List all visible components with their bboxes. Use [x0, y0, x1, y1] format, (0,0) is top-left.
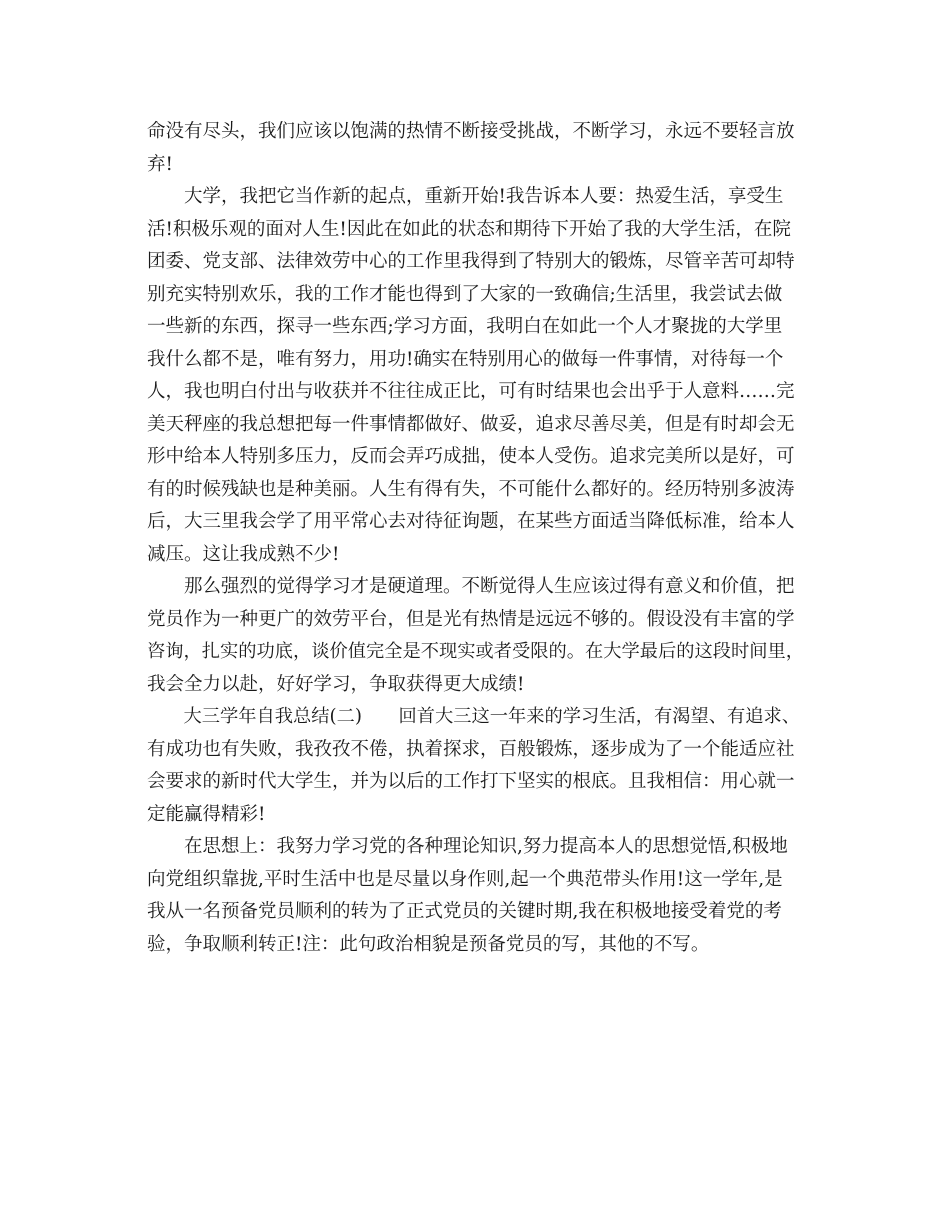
text-line: 党员作为一种更广的效劳平台，但是光有热情是远远不够的。假设没有丰富的学: [147, 608, 795, 630]
text-line: 活!积极乐观的面对人生!因此在如此的状态和期待下开始了我的大学生活，在院: [147, 218, 791, 240]
document-body: [147, 116, 807, 961]
text-line: 定能赢得精彩!: [147, 803, 266, 825]
text-line: 我什么都不是，唯有努力，用功!确实在特别用心的做每一件事情，对待每一个: [147, 348, 784, 370]
text-line: 减压。这让我成熟不少!: [147, 543, 340, 565]
text-line: 大学，我把它当作新的起点，重新开始!我告诉本人要：热爱生活，享受生: [147, 186, 784, 207]
text-line: 一些新的东西，探寻一些东西;学习方面，我明白在如此一个人才聚拢的大学里: [147, 316, 783, 337]
text-line: 人，我也明白付出与收获并不往往成正比，可有时结果也会出乎于人意料……完: [147, 381, 795, 402]
text-line: 会要求的新时代大学生，并为以后的工作打下坚实的根底。且我相信：用心就一: [147, 771, 795, 792]
text-line: 那么强烈的觉得学习才是硬道理。不断觉得人生应该过得有意义和价值，把: [147, 576, 795, 597]
text-line: 咨询，扎实的功底，谈价值完全是不现实或者受限的。在大学最后的这段时间里，: [147, 641, 804, 662]
text-line: 我从一名预备党员顺利的转为了正式党员的关键时期,我在积极地接受着党的考: [147, 901, 782, 922]
text-line: 在思想上：我努力学习党的各种理论知识,努力提高本人的思想觉悟,积极地: [147, 836, 788, 857]
text-line: 我会全力以赴，好好学习，争取获得更大成绩!: [147, 673, 525, 695]
text-line: 验，争取顺利转正!注：此句政治相貌是预备党员的写，其他的不写。: [147, 933, 710, 955]
text-line: 有的时候残缺也是种美丽。人生有得有失，不可能什么都好的。经历特别多波涛: [147, 478, 795, 500]
text-line: 形中给本人特别多压力，反而会弄巧成拙，使本人受伤。追求完美所以是好，可: [147, 446, 795, 467]
text-line: 弃!: [147, 153, 173, 175]
text-line: 美天秤座的我总想把每一件事情都做好、做妥，追求尽善尽美，但是有时却会无: [147, 413, 795, 435]
text-line: 后，大三里我会学了用平常心去对待征询题，在某些方面适当降低标准，给本人: [147, 511, 795, 532]
text-line: 大三学年自我总结(二) 回首大三这一年来的学习生活，有渴望、有追求、: [147, 706, 800, 727]
text-line: 团委、党支部、法律效劳中心的工作里我得到了特别大的锻炼，尽管辛苦可却特: [147, 251, 795, 272]
text-line: 别充实特别欢乐，我的工作才能也得到了大家的一致确信;生活里，我尝试去做: [147, 283, 783, 305]
text-line: 向党组织靠拢,平时生活中也是尽量以身作则,起一个典范带头作用!这一学年,是: [147, 868, 783, 890]
text-line: 命没有尽头，我们应该以饱满的热情不断接受挑战，不断学习，永远不要轻言放: [147, 121, 795, 142]
text-line: 有成功也有失败，我孜孜不倦，执着探求，百般锻炼，逐步成为了一个能适应社: [147, 738, 795, 760]
